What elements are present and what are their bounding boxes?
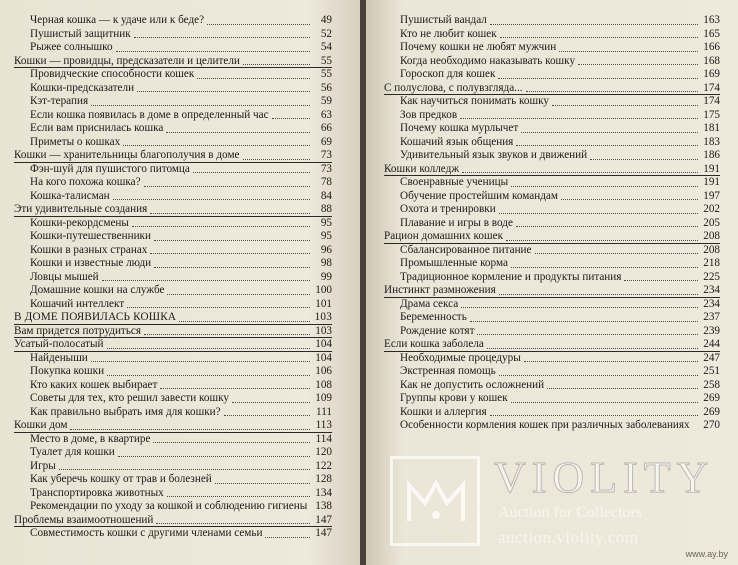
toc-entry — [14, 352, 332, 366]
toc-entry-page: 49 — [320, 14, 332, 26]
toc-entry-page: 269 — [703, 392, 720, 404]
toc-entry-title: Кошки — хранительницы благополучия в доме — [14, 149, 240, 161]
toc-leader-dots — [179, 320, 310, 322]
toc-entry-title: Кто каких кошек выбирает — [30, 378, 158, 391]
toc-entry-page: 191 — [703, 176, 720, 188]
toc-leader-dots — [123, 144, 310, 146]
toc-leader-dots — [150, 252, 310, 254]
toc-leader-dots — [547, 387, 698, 389]
toc-leader-dots — [498, 77, 698, 79]
toc-entry — [384, 82, 720, 96]
toc-entry — [384, 203, 720, 217]
toc-entry — [14, 68, 332, 82]
toc-entry — [384, 311, 720, 325]
toc-entry — [384, 41, 720, 55]
toc-entry-page: 258 — [703, 378, 720, 391]
toc-entry — [384, 176, 720, 190]
toc-entry-title: Игры — [30, 459, 56, 472]
toc-entry — [384, 136, 720, 150]
toc-entry-title: Совместимость кошки с другими членами семьи — [30, 527, 263, 539]
toc-entry — [384, 338, 720, 352]
toc-entry — [384, 14, 720, 28]
toc-entry-title: Вам придется потрудиться — [14, 324, 142, 337]
toc-entry-title: Кошки и известные люди — [30, 257, 152, 269]
toc-leader-dots — [91, 104, 310, 106]
toc-entry — [384, 244, 720, 258]
toc-entry-title: Своенравные ученицы — [400, 176, 509, 188]
toc-entry-page: 73 — [320, 149, 332, 161]
toc-entry — [14, 365, 332, 379]
toc-leader-dots — [506, 239, 698, 241]
toc-leader-dots — [167, 293, 310, 295]
toc-entry-page: 106 — [315, 365, 332, 377]
toc-entry — [14, 230, 332, 244]
toc-entry-page: 120 — [315, 446, 332, 458]
toc-leader-dots — [232, 401, 310, 403]
toc-leader-dots — [107, 347, 310, 349]
toc-entry-page: 186 — [703, 149, 720, 161]
toc-entry — [384, 257, 720, 271]
toc-entry — [384, 271, 720, 285]
toc-entry-page: 108 — [315, 378, 332, 391]
toc-leader-dots — [243, 158, 311, 160]
toc-entry-title: Если вам приснилась кошка — [30, 122, 164, 134]
toc-entry-page: 96 — [320, 243, 332, 256]
toc-entry — [14, 82, 332, 96]
toc-entry-title: Туалет для кошки — [30, 446, 115, 458]
toc-entry — [384, 365, 720, 379]
toc-entry-title: Домашние кошки на службе — [30, 284, 165, 296]
toc-leader-dots — [552, 104, 698, 106]
toc-entry-title: Кошки-предсказатели — [30, 81, 135, 94]
toc-entry-title: Кошки-рекордсмены — [30, 216, 129, 229]
toc-entry-page: 239 — [703, 324, 720, 337]
watermark-tagline: Auction for Collectors — [498, 504, 642, 521]
toc-leader-dots — [167, 495, 310, 497]
toc-entry — [384, 109, 720, 123]
toc-entry-page: 88 — [320, 203, 332, 215]
toc-entry — [384, 284, 720, 298]
toc-entry — [384, 95, 720, 109]
toc-entry-page: 109 — [315, 392, 332, 404]
toc-entry-page: 66 — [320, 122, 332, 134]
toc-entry — [384, 68, 720, 82]
toc-entry-page: 247 — [703, 351, 720, 364]
toc-leader-dots — [490, 414, 698, 416]
toc-entry — [384, 298, 720, 312]
toc-entry-title: Рекомендации по уходу за кошкой и соблюдению гигиены — [30, 500, 308, 512]
toc-entry-page: 269 — [703, 405, 720, 418]
toc-entry-title: Кошки колледж — [384, 162, 460, 175]
toc-entry-page: 197 — [703, 189, 720, 202]
toc-entry-title: Фэн-шуй для пушистого питомца — [30, 162, 190, 175]
toc-entry — [14, 271, 332, 285]
toc-entry-title: Рождение котят — [400, 324, 475, 337]
toc-entry-page: 78 — [320, 176, 332, 188]
crown-mark-icon — [390, 456, 480, 546]
toc-entry-title: Проблемы взаимоотношений — [14, 513, 154, 526]
toc-leader-dots — [215, 482, 310, 484]
toc-entry-page: 191 — [703, 162, 720, 175]
toc-entry — [384, 352, 720, 366]
toc-entry-title: Кошки в разных странах — [30, 243, 148, 256]
toc-leader-dots — [137, 90, 310, 92]
toc-entry-title: Эти удивительные создания — [14, 203, 148, 215]
toc-entry-page: 251 — [703, 365, 720, 377]
toc-leader-dots — [243, 63, 310, 65]
toc-entry-title: Транспортировка животных — [30, 486, 164, 499]
toc-entry — [384, 406, 720, 420]
toc-entry — [384, 230, 720, 244]
toc-entry-page: 147 — [315, 527, 332, 539]
toc-leader-dots — [153, 441, 310, 443]
toc-entry — [14, 95, 332, 109]
toc-entry-title: Как научиться понимать кошку — [400, 95, 549, 107]
toc-leader-dots — [154, 266, 310, 268]
toc-entry — [14, 298, 332, 312]
toc-entry-page: 103 — [315, 324, 332, 337]
toc-leader-dots — [144, 185, 310, 187]
toc-entry — [14, 311, 332, 325]
toc-entry-page: 111 — [316, 405, 332, 418]
toc-entry — [14, 514, 332, 528]
toc-leader-dots — [154, 239, 310, 241]
toc-entry-page: 234 — [703, 297, 720, 310]
toc-leader-dots — [499, 212, 698, 214]
toc-leader-dots — [132, 225, 310, 227]
toc-entry-page: 101 — [315, 297, 332, 310]
toc-leader-dots — [144, 333, 310, 335]
toc-leader-dots — [578, 63, 698, 65]
toc-entry-page: 55 — [320, 68, 332, 80]
toc-entry — [384, 163, 720, 177]
toc-entry-page: 225 — [703, 270, 720, 283]
watermark-url: auction.violity.com — [498, 528, 639, 547]
toc-entry-title: Советы для тех, кто решил завести кошку — [30, 392, 229, 404]
toc-entry-page: 174 — [703, 81, 720, 94]
toc-leader-dots — [499, 374, 698, 376]
toc-entry — [14, 109, 332, 123]
toc-entry-title: Кошка-талисман — [30, 189, 110, 202]
toc-entry-title: Кошки дом — [14, 419, 68, 431]
toc-leader-dots — [521, 131, 698, 133]
toc-entry — [14, 419, 332, 433]
toc-leader-dots — [524, 360, 698, 362]
toc-entry-title: Охота и тренировки — [400, 203, 496, 215]
toc-entry-page: 56 — [320, 81, 332, 94]
toc-entry-page: 73 — [320, 162, 332, 175]
toc-entry-title: Промышленные корма — [400, 257, 508, 269]
toc-entry — [14, 217, 332, 231]
toc-leader-dots — [272, 117, 310, 119]
toc-entry — [14, 203, 332, 217]
toc-entry-title: Ловцы мышей — [30, 270, 99, 283]
toc-entry-page: 95 — [320, 230, 332, 242]
toc-entry-page: 100 — [315, 284, 332, 296]
toc-entry — [384, 28, 720, 42]
toc-entry-page: 128 — [315, 473, 332, 485]
toc-entry-page: 208 — [703, 230, 720, 242]
toc-entry-page: 84 — [320, 189, 332, 202]
toc-entry — [384, 190, 720, 204]
toc-entry-page: 208 — [703, 243, 720, 256]
toc-entry-title: Рацион домашних кошек — [384, 230, 504, 242]
toc-entry — [14, 28, 332, 42]
toc-entry-title: Если кошка появилась в доме в определенный час — [30, 108, 269, 121]
toc-leader-dots — [70, 428, 310, 430]
toc-leader-dots — [102, 279, 310, 281]
toc-entry — [14, 284, 332, 298]
toc-leader-dots — [116, 50, 310, 52]
toc-entry-title: Группы крови у кошек — [400, 392, 508, 404]
toc-entry-page: 234 — [703, 284, 720, 296]
toc-entry-title: Найденыши — [30, 351, 88, 364]
toc-entry-title: Кошки-путешественники — [30, 230, 151, 242]
toc-entry-page: 163 — [703, 14, 720, 26]
toc-leader-dots — [559, 50, 698, 52]
toc-entry — [384, 325, 720, 339]
toc-entry — [14, 406, 332, 420]
toc-right-list — [384, 14, 720, 433]
toc-entry-title: Необходимые процедуры — [400, 351, 521, 364]
toc-entry — [14, 149, 332, 163]
toc-entry-title: Кошки — провидцы, предсказатели и целители — [14, 54, 240, 67]
toc-leader-dots — [160, 387, 310, 389]
toc-entry-title: Провидческие способности кошек — [30, 68, 195, 80]
toc-leader-dots — [150, 212, 310, 214]
toc-entry-title: Пушистый защитник — [30, 27, 131, 40]
toc-entry-page: 244 — [703, 338, 720, 350]
toc-entry — [14, 433, 332, 447]
toc-entry-page: 55 — [320, 54, 332, 67]
toc-entry-page: 95 — [320, 216, 332, 229]
toc-entry — [14, 379, 332, 393]
toc-entry — [384, 122, 720, 136]
toc-leader-dots — [59, 468, 310, 470]
toc-entry-page: 134 — [315, 486, 332, 499]
toc-entry-title: Черная кошка — к удаче или к беде? — [30, 14, 205, 26]
toc-entry — [14, 163, 332, 177]
toc-entry-title: Покупка кошки — [30, 365, 105, 377]
toc-entry-title: Плавание и игры в воде — [400, 216, 513, 229]
toc-entry-title: Беременность — [400, 311, 467, 323]
toc-entry-page: 63 — [320, 108, 332, 121]
toc-entry-page: 237 — [703, 311, 720, 323]
toc-leader-dots — [107, 374, 310, 376]
toc-entry — [14, 244, 332, 258]
toc-entry — [14, 338, 332, 352]
toc-leader-dots — [91, 360, 310, 362]
toc-entry-title: Зов предков — [400, 108, 458, 121]
toc-entry-page: 205 — [703, 216, 720, 229]
toc-leader-dots — [499, 293, 698, 295]
toc-entry-page: 52 — [320, 27, 332, 40]
toc-leader-dots — [500, 36, 698, 38]
toc-leader-dots — [590, 158, 698, 160]
toc-entry-title: Особенности кормления кошек при различных заболеваниях — [400, 419, 690, 431]
toc-leader-dots — [207, 23, 310, 25]
toc-entry-page: 122 — [315, 459, 332, 472]
toc-entry-title: Усатый-полосатый — [14, 338, 104, 350]
toc-entry-title: Кошачий интеллект — [30, 297, 125, 310]
toc-entry-title: Кэт-терапия — [30, 95, 89, 107]
toc-entry — [14, 487, 332, 501]
toc-entry-title: Инстинкт размножения — [384, 284, 496, 296]
toc-entry-title: Если кошка заболела — [384, 338, 484, 350]
toc-leader-dots — [224, 414, 310, 416]
toc-entry — [384, 217, 720, 231]
toc-entry — [14, 41, 332, 55]
toc-entry-title: Гороскоп для кошек — [400, 68, 496, 80]
toc-leader-dots — [511, 266, 698, 268]
toc-entry — [14, 446, 332, 460]
toc-entry — [14, 392, 332, 406]
toc-entry-title: Традиционное кормление и продукты питания — [400, 270, 622, 283]
toc-entry-title: В ДОМЕ ПОЯВИЛАСЬ КОШКА — [14, 311, 177, 323]
toc-leader-dots — [490, 23, 698, 25]
site-url-label: www.ay.by — [685, 549, 728, 559]
toc-leader-dots — [624, 279, 698, 281]
toc-entry-title: Кошачий язык общения — [400, 135, 514, 148]
toc-leader-dots — [516, 225, 698, 227]
toc-entry-page: 181 — [703, 122, 720, 134]
toc-entry-page: 98 — [320, 257, 332, 269]
toc-entry — [384, 392, 720, 406]
toc-entry-page: 104 — [315, 351, 332, 364]
toc-entry-title: Почему кошка мурлычет — [400, 122, 519, 134]
toc-entry — [14, 176, 332, 190]
toc-entry-title: Драма секса — [400, 297, 459, 310]
toc-entry-page: 59 — [320, 95, 332, 107]
toc-entry — [14, 500, 332, 514]
toc-leader-dots — [511, 401, 698, 403]
toc-entry-title: Приметы о кошках — [30, 135, 121, 148]
toc-entry-page: 175 — [703, 108, 720, 121]
toc-entry-title: Место в доме, в квартире — [30, 432, 151, 445]
toc-entry — [14, 325, 332, 339]
toc-leader-dots — [516, 144, 698, 146]
toc-entry-title: Сбалансированное питание — [400, 243, 532, 256]
toc-entry-title: Как уберечь кошку от трав и болезней — [30, 473, 212, 485]
toc-entry-title: На кого похожа кошка? — [30, 176, 141, 188]
toc-entry — [14, 527, 332, 541]
toc-entry — [14, 257, 332, 271]
toc-entry-title: Удивительный язык звуков и движений — [400, 149, 588, 161]
toc-entry-page: 183 — [703, 135, 720, 148]
toc-entry-page: 114 — [315, 432, 332, 445]
toc-entry — [14, 473, 332, 487]
toc-entry — [384, 149, 720, 163]
toc-entry — [14, 190, 332, 204]
toc-leader-dots — [477, 333, 698, 335]
toc-entry-title: Экстренная помощь — [400, 365, 496, 377]
toc-entry-page: 104 — [315, 338, 332, 350]
toc-entry — [384, 379, 720, 393]
toc-entry-page: 54 — [320, 41, 332, 53]
toc-entry-page: 202 — [703, 203, 720, 215]
toc-leader-dots — [470, 320, 698, 322]
toc-leader-dots — [461, 306, 698, 308]
toc-leader-dots — [197, 77, 310, 79]
toc-entry-page: 99 — [320, 270, 332, 283]
violity-watermark — [390, 453, 720, 556]
watermark-brand: VIOLITY — [494, 453, 715, 502]
toc-leader-dots — [265, 536, 310, 538]
toc-entry-title: С полуслова, с полувзгляда... — [384, 81, 523, 94]
toc-leader-dots — [460, 117, 698, 119]
toc-leader-dots — [193, 171, 310, 173]
toc-entry — [14, 136, 332, 150]
toc-entry-page: 147 — [315, 513, 332, 526]
toc-entry-page: 169 — [703, 68, 720, 80]
left-page — [0, 0, 362, 565]
toc-entry — [14, 460, 332, 474]
toc-entry-page: 270 — [703, 419, 720, 431]
toc-leader-dots — [118, 455, 310, 457]
toc-entry-title: Как не допустить осложнений — [400, 378, 545, 391]
toc-entry-title: Кошки и аллергия — [400, 405, 487, 418]
toc-entry-page: 166 — [703, 41, 720, 53]
toc-entry-page: 69 — [320, 135, 332, 148]
toc-leader-dots — [134, 36, 310, 38]
toc-entry — [384, 419, 720, 433]
toc-entry — [14, 14, 332, 28]
toc-entry — [384, 55, 720, 69]
toc-leader-dots — [487, 347, 698, 349]
toc-leader-dots — [526, 90, 698, 92]
toc-entry — [14, 55, 332, 69]
toc-entry-title: Рыжее солнышко — [30, 41, 113, 53]
toc-leader-dots — [535, 252, 698, 254]
toc-leader-dots — [561, 198, 698, 200]
toc-leader-dots — [511, 185, 698, 187]
toc-entry-page: 103 — [314, 311, 332, 323]
toc-entry — [14, 122, 332, 136]
toc-leader-dots — [156, 522, 310, 524]
toc-entry-title: Почему кошки не любят мужчин — [400, 41, 557, 53]
toc-entry-page: 174 — [703, 95, 720, 107]
toc-leader-dots — [113, 198, 310, 200]
toc-entry-page: 165 — [703, 27, 720, 40]
toc-left-list — [14, 14, 332, 541]
toc-leader-dots — [127, 306, 310, 308]
toc-entry-title: Когда необходимо наказывать кошку — [400, 54, 576, 67]
toc-entry-title: Обучение простейшим командам — [400, 189, 558, 202]
toc-entry-title: Как правильно выбрать имя для кошки? — [30, 405, 221, 418]
toc-leader-dots — [166, 131, 310, 133]
toc-entry-page: 218 — [703, 257, 720, 269]
toc-entry-page: 113 — [315, 419, 332, 431]
toc-entry-title: Пушистый вандал — [400, 14, 487, 26]
toc-entry-page: 138 — [315, 500, 332, 512]
toc-leader-dots — [462, 171, 698, 173]
toc-entry-page: 168 — [703, 54, 720, 67]
toc-entry-title: Кто не любит кошек — [400, 27, 497, 40]
